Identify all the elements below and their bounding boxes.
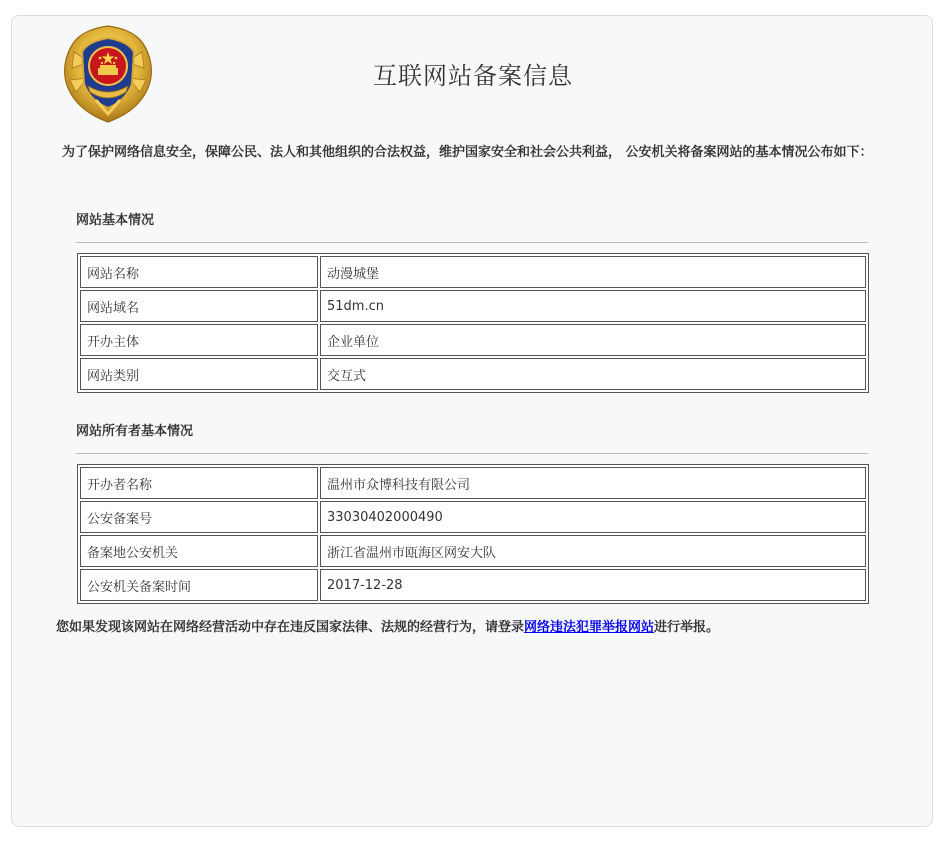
report-link[interactable]: 网络违法犯罪举报网站 — [524, 620, 655, 635]
row-value: 2017-12-28 — [320, 569, 866, 601]
table-row — [80, 569, 866, 601]
table-row — [80, 324, 866, 356]
row-value: 动漫城堡 — [320, 256, 866, 288]
divider — [76, 453, 868, 454]
divider — [76, 242, 868, 243]
row-label: 公安备案号 — [80, 501, 318, 533]
row-value: 交互式 — [320, 358, 866, 390]
row-value: 51dm.cn — [320, 290, 866, 322]
table-row — [80, 290, 866, 322]
row-label: 网站类别 — [80, 358, 318, 390]
page-title: 互联网站备案信息 — [373, 62, 573, 90]
row-label: 网站域名 — [80, 290, 318, 322]
table-row — [80, 256, 866, 288]
report-prefix: 您如果发现该网站在网络经营活动中存在违反国家法律、法规的经营行为，请登录 — [56, 620, 525, 635]
row-label: 开办主体 — [80, 324, 318, 356]
report-notice — [56, 616, 719, 635]
row-value: 浙江省温州市瓯海区网安大队 — [320, 535, 866, 567]
row-value: 33030402000490 — [320, 501, 866, 533]
table-row — [80, 535, 866, 567]
site-info-table — [77, 253, 869, 393]
record-card — [11, 15, 933, 827]
row-value: 温州市众博科技有限公司 — [320, 467, 866, 499]
site-section-title: 网站基本情况 — [76, 213, 155, 228]
table-row — [80, 467, 866, 499]
intro-text: 为了保护网络信息安全，保障公民、法人和其他组织的合法权益，维护国家安全和社会公共利益， 公安机关将备案网站的基本情况公布如下： — [62, 145, 873, 160]
row-label: 公安机关备案时间 — [80, 569, 318, 601]
owner-section-title: 网站所有者基本情况 — [76, 424, 194, 439]
row-value: 企业单位 — [320, 324, 866, 356]
row-label: 备案地公安机关 — [80, 535, 318, 567]
table-row — [80, 501, 866, 533]
report-suffix: 进行举报。 — [654, 620, 720, 635]
owner-info-table — [77, 464, 869, 604]
table-row — [80, 358, 866, 390]
row-label: 开办者名称 — [80, 467, 318, 499]
row-label: 网站名称 — [80, 256, 318, 288]
